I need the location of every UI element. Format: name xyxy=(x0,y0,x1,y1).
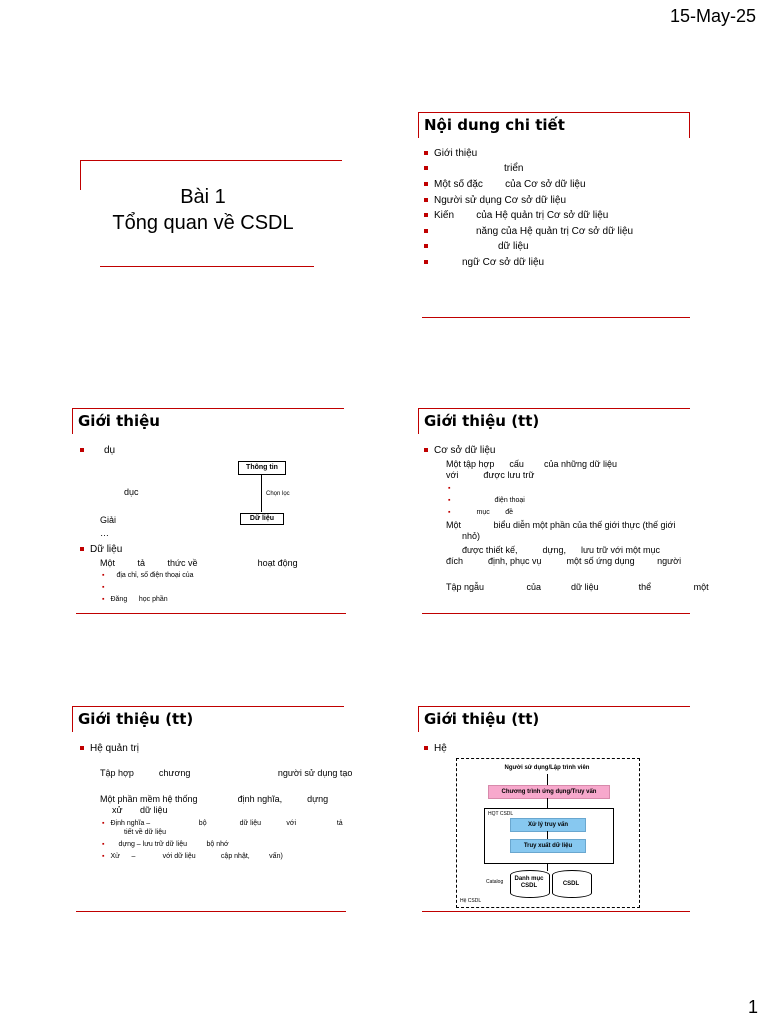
slide-top-rule xyxy=(418,408,690,409)
slide-heading: Nội dung chi tiết xyxy=(424,116,565,134)
sub-bullet: ▪ địa chỉ, số điện thoại của xyxy=(102,572,194,579)
sub-bullet: ▪ dựng – lưu trữ dữ liệu bộ nhớ xyxy=(102,841,229,848)
sub-bullet-cont: tiết về dữ liệu xyxy=(124,829,167,836)
slide-bottom-rule xyxy=(422,317,690,318)
slide-bottom-rule xyxy=(76,911,346,912)
slide-heading: Giới thiệu (tt) xyxy=(78,710,194,728)
text-line: được thiết kế, dựng, lưu trữ với một mục xyxy=(462,545,660,555)
query-box: Xử lý truy vấn xyxy=(510,818,586,832)
slide-top-rule xyxy=(80,160,342,161)
text-line: đích định, phục vụ một số ứng dụng người xyxy=(446,556,682,566)
slide-left-rule xyxy=(418,112,419,138)
bullet: Hệ xyxy=(424,742,447,755)
bullet: triển xyxy=(424,162,523,175)
slide-left-rule xyxy=(72,706,73,732)
bullet: ngữ Cơ sở dữ liệu xyxy=(424,256,544,269)
system-label: Hệ CSDL xyxy=(460,898,482,904)
slide-bottom-rule xyxy=(100,266,314,267)
dbms-label: HQT CSDL xyxy=(488,811,514,817)
sub-bullet: ▪ xyxy=(448,485,451,492)
text-line: dục xyxy=(124,487,139,497)
bullet: Dữ liệu xyxy=(80,543,122,556)
slide-contents xyxy=(418,112,688,322)
sub-bullet: ▪ Xử – với dữ liệu cập nhật, vấn) xyxy=(102,853,283,860)
text-line: với được lưu trữ xyxy=(446,470,535,480)
slide-intro-3 xyxy=(72,706,353,916)
slide-right-rule xyxy=(689,112,690,138)
text-line: Tập hợp chương người sử dụng tạo xyxy=(100,768,353,778)
slide-bottom-rule xyxy=(422,613,690,614)
bullet: Giới thiệu xyxy=(424,147,477,160)
slide-heading: Giới thiệu (tt) xyxy=(424,710,540,728)
sub-bullet: ▪ Đăng học phần xyxy=(102,596,168,603)
slide-left-rule xyxy=(72,408,73,434)
slide-left-rule xyxy=(418,408,419,434)
bullet: Kiến của Hệ quản trị Cơ sở dữ liệu xyxy=(424,209,608,222)
sub-bullet: ▪ xyxy=(102,584,105,591)
slide-top-rule xyxy=(72,408,344,409)
text-line: Một tả thức về hoạt động xyxy=(100,558,298,568)
slide-top-rule xyxy=(418,112,690,113)
sub-bullet: ▪ mục đề xyxy=(448,509,514,516)
text-line: Tập ngẫu của dữ liệu thể một xyxy=(446,582,709,592)
text-line: xử dữ liệu xyxy=(112,805,168,815)
slide-top-rule xyxy=(418,706,690,707)
bullet: Người sử dụng Cơ sở dữ liệu xyxy=(424,194,566,207)
page-number: 1 xyxy=(747,997,758,1017)
bullet: Hệ quản trị xyxy=(80,742,139,755)
text-line: nhỏ) xyxy=(462,531,481,541)
arrow-line xyxy=(547,863,548,871)
text-line: Một biểu diễn một phần của thế giới thực (thế giới xyxy=(446,520,676,530)
slide-bottom-rule xyxy=(422,911,690,912)
slide-intro xyxy=(72,408,342,618)
info-box: Thông tin xyxy=(238,461,286,475)
user-label: Người sử dụng/Lập trình viên xyxy=(504,765,590,771)
bullet: dữ liệu xyxy=(424,240,529,253)
slide-title-line2: Tổng quan về CSDL xyxy=(112,212,294,234)
slide-intro-4 xyxy=(418,706,688,916)
sub-bullet: ▪ điện thoại xyxy=(448,497,525,504)
bullet: Một số đặc của Cơ sở dữ liệu xyxy=(424,178,586,191)
sub-bullet: ▪ Định nghĩa – bộ dữ liệu với tả xyxy=(102,820,343,827)
slide-intro-2 xyxy=(418,408,709,618)
header-date: 15-May-25 xyxy=(669,6,756,26)
text-line: Một tập hợp cấu của những dữ liệu xyxy=(446,459,618,469)
bullet: Cơ sở dữ liệu xyxy=(424,444,496,457)
slide-title-line1: Bài 1 xyxy=(180,186,226,208)
slide-heading: Giới thiệu (tt) xyxy=(424,412,540,430)
catalog-label: Catalog xyxy=(486,879,504,885)
catalog-text: Danh mục CSDL xyxy=(514,876,544,889)
arrow-line xyxy=(547,831,548,839)
arrow-label: Chọn lọc xyxy=(266,491,290,497)
text-line: Một phần mềm hệ thống định nghĩa, dựng xyxy=(100,794,329,804)
slide-bottom-rule xyxy=(76,613,346,614)
bullet: dụ xyxy=(80,444,115,457)
arrow-line xyxy=(547,798,548,808)
slide-left-rule xyxy=(418,706,419,732)
arrow-line xyxy=(547,774,548,785)
app-box: Chương trình ứng dụng/Truy vấn xyxy=(488,785,610,799)
data-box: Dữ liệu xyxy=(240,513,284,525)
csdl-text: CSDL xyxy=(562,881,580,887)
slide-top-rule xyxy=(72,706,344,707)
bullet: năng của Hệ quản trị Cơ sở dữ liệu xyxy=(424,225,633,238)
text-line: Giải xyxy=(100,515,117,525)
arrow-line xyxy=(261,474,262,512)
access-box: Truy xuất dữ liệu xyxy=(510,839,586,853)
slide-heading: Giới thiệu xyxy=(78,412,160,430)
text-line: … xyxy=(100,528,109,538)
slide-title xyxy=(78,158,348,368)
